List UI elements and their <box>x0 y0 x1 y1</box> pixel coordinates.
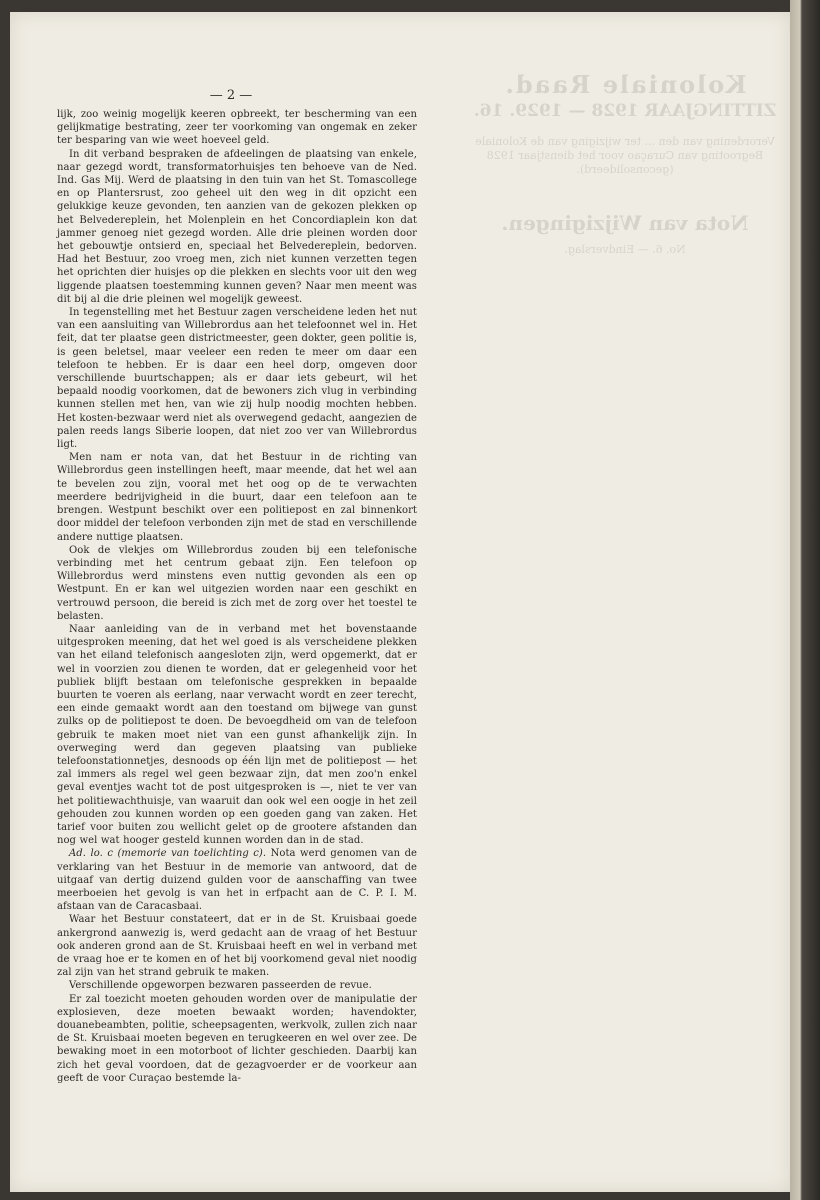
bleed-through-text <box>470 70 780 330</box>
paragraph <box>57 847 417 913</box>
paragraph-body: Nota werd genomen van de verklaring van het Bestuur in de memorie van antwoord, dat de uitgaaf van dertig duizend gulden voor de aanschaffing van twee meerboeien het gevolg is van het in erfpacht aan de C. P. I. M. afstaan van de Caracasbaai. <box>57 848 417 913</box>
paragraph-lead-italic: Ad. lo. c (memorie van toelichting c). <box>69 848 267 860</box>
paragraph: In dit verband bespraken de afdeelingen de plaatsing van enkele, naar gezegd wordt, transformatorhuisjes ten behoeve van de Ned. Ind. Gas Mij. Werd de plaatsing in den tuin van het St. Tomascollege en op Plantersrust, zoo geheel uit den weg in dit opzicht een gelukkige keuze gevonden, ten aanzien van de gekozen plekken op het Belvedereplein, het Molenplein en het Concordiaplein kon dat jammer genoeg niet gezegd worden. Alle drie pleinen worden door het gebouwtje ontsierd en, speciaal het Belvedereplein, bedorven. Had het Bestuur, zoo vroeg men, zich niet kunnen verzetten tegen het oprichten dier huisjes op die plekken en slechts voor uit den weg liggende plaatsen toestemming kunnen geven? Naar men meent was dit bij al die drie pleinen wel mogelijk geweest. <box>57 148 417 305</box>
bleed-line-4: Nota van Wijzigingen. <box>501 211 749 235</box>
paragraph: Ook de vlekjes om Willebrordus zouden bij een telefonische verbinding met het centrum gebaat zijn. Een telefoon op Willebrordus werd minstens even nuttig gevonden als een op Westpunt. En er kan wel uitgezien worden naar een geschikt en vertrouwd persoon, die bereid is zich met de zorg over het toestel te belasten. <box>57 544 417 622</box>
paragraph: lijk, zoo weinig mogelijk keeren opbreekt, ter bescherming van een gelijkmatige bestrating, zeer ter voorkoming van ongemak en zeker ter besparing van wie weet hoeveel geld. <box>57 109 417 147</box>
paragraph: Verschillende opgeworpen bezwaren passeerden de revue. <box>69 980 372 992</box>
bleed-line-5: No. 6. — Eindverslag. <box>564 243 686 256</box>
bleed-line-3: Verordening van den ... ter wijziging van de Koloniale Begrooting van Curaçao voor het dienstjaar 1928 (geconsolideerd). <box>475 135 775 176</box>
bleed-line-1: Koloniale Raad. <box>503 70 747 99</box>
body-text-column <box>57 108 417 1085</box>
paragraph: In tegenstelling met het Bestuur zagen verscheidene leden het nut van een aansluiting van Willebrordus aan het telefoonnet wel in. Het feit, dat ter plaatse geen districtmeester, geen dokter, geen politie is, is geen beletsel, maar veeleer een reden te meer om daar een telefoon te hebben. Er is daar een heel dorp, omgeven door verschillende buurtschappen; als er daar iets gebeurt, wil het bepaald noodig voorkomen, dat de bewoners zich vlug in verbinding kunnen stellen met hen, van wie zij hulp noodig mochten hebben. Het kosten-bezwaar werd niet als overwegend gedacht, aangezien de palen reeds langs Siberie loopen, dat niet zoo ver van Willebrordus ligt. <box>57 307 417 451</box>
paragraph: Er zal toezicht moeten gehouden worden over de manipulatie der explosieven, deze moeten bewaakt worden; havendokter, douanebeambten, politie, scheepsagenten, werkvolk, zullen zich naar de St. Kruisbaai moeten begeven en terugkeeren en wel over zee. De bewaking moet in een motorboot of lichter geschieden. Daarbij kan zich het geval voordoen, dat de gezagvoerder er de voorkeur aan geeft de voor Curaçao bestemde la- <box>57 993 417 1084</box>
book-binding-edge <box>790 0 820 1200</box>
paragraph: Waar het Bestuur constateert, dat er in de St. Kruisbaai goede ankergrond aanwezig is, werd gedacht aan de vraag of het Bestuur ook anderen grond aan de St. Kruisbaai heeft en wel in verband met de vraag hoe er te komen en of het bij voorkomend geval niet noodig zal zijn van het strand gebruik te maken. <box>57 914 417 979</box>
page-number: — 2 — <box>209 88 253 103</box>
paragraph: Naar aanleiding van de in verband met het bovenstaande uitgesproken meening, dat het wel goed is als verscheidene plekken van het eiland telefonisch aangesloten zijn, werd opgemerkt, dat er wel in voorzien zou dienen te worden, dat er gelegenheid voor het publiek blijft bestaan om telefonische gesprekken in bepaalde buurten te voeren als eerlang, naar verwacht wordt en zeer terecht, een einde gemaakt wordt aan den toestand om bijwege van gunst zulks op de politiepost te doen. De bevoegdheid om van de telefoon gebruik te maken moet niet van een gunst afhankelijk zijn. In overweging werd dan gegeven plaatsing van publieke telefoonstationnetjes, desnoods op één lijn met de politiepost — het zal immers als regel wel geen bezwaar zijn, dat men zoo'n enkel geval eventjes wacht tot de post uitgesproken is —, niet te ver van het politiewachthuisje, van waaruit dan ook wel een oogje in het zeil gehouden zou kunnen worden op een goeden gang van zaken. Het tarief voor buiten zou wellicht gelet op de grootere afstanden dan nog wel wat hooger gesteld kunnen worden dan in de stad. <box>57 623 417 847</box>
bleed-line-2: ZITTINGJAAR 1928 — 1929. 16. <box>473 101 777 121</box>
paragraph: Men nam er nota van, dat het Bestuur in de richting van Willebrordus geen instellingen heeft, maar meende, dat het wel aan te bevelen zou zijn, vooral met het oog op de te verwachten meerdere bedrijvigheid in die buurt, daar een telefoon aan te brengen. Westpunt beschikt over een politiepost en zal binnenkort door middel der telefoon verbonden zijn met de stad en verschillende andere nuttige plaatsen. <box>57 452 417 543</box>
